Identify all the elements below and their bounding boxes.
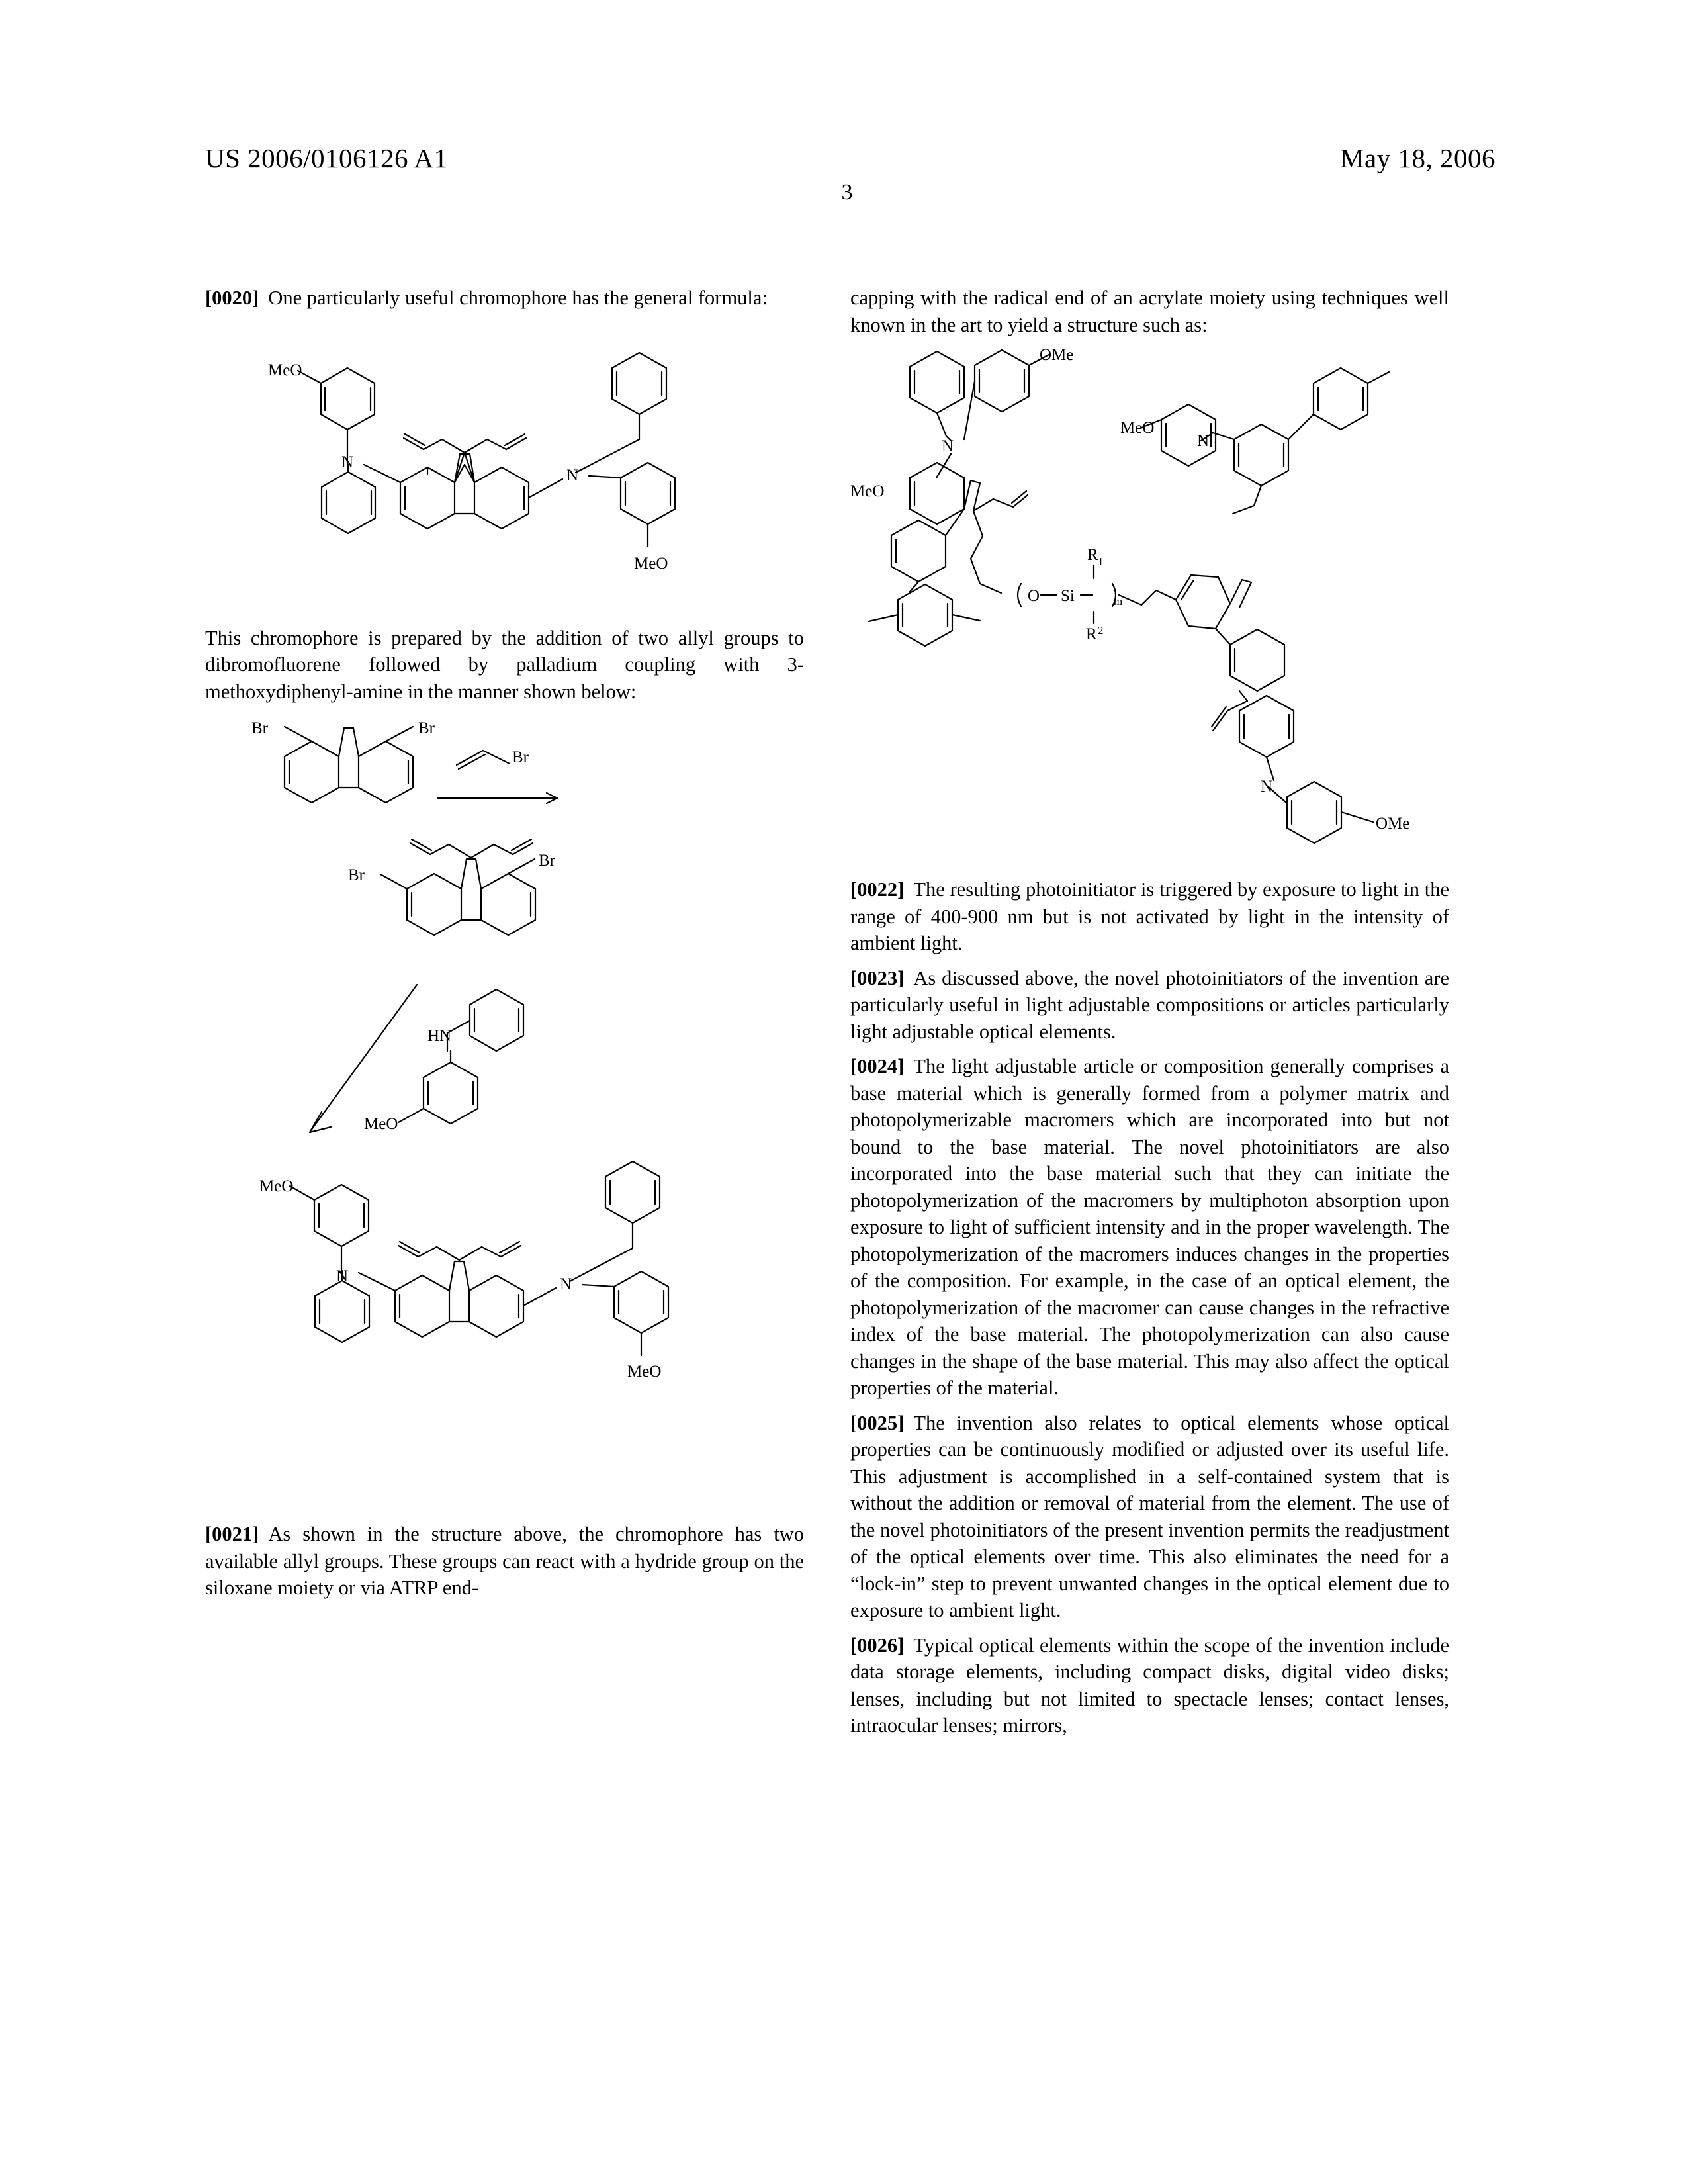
paragraph-0024 <box>850 1053 1449 1402</box>
label-r2-subscript: 2 <box>1098 624 1104 637</box>
chromophore-preparation-caption: This chromophore is prepared by the addition of two allyl groups to dibromofluorene followed by palladium coupling with 3-methoxydiphenyl-amine in the manner shown below: <box>205 626 804 703</box>
paragraph-text: The resulting photoinitiator is triggered by exposure to light in the range of 400-900 nm but is not activated by light in the intensity of ambient light. <box>850 878 1449 954</box>
label-n-3: N <box>1261 778 1273 796</box>
right-column <box>850 285 1449 1741</box>
label-m: m <box>1114 595 1123 608</box>
paragraph-0021 <box>205 1521 804 1602</box>
continuation-text: capping with the radical end of an acrylate moiety using techniques well known in the art to yield a structure such as: <box>850 287 1449 336</box>
left-column <box>205 285 804 1604</box>
page-number: 3 <box>841 180 853 205</box>
label-meo-top-left: MeO <box>268 361 302 379</box>
paragraph-text: One particularly useful chromophore has the general formula: <box>268 287 768 309</box>
label-br-left-2: Br <box>348 866 365 884</box>
label-n-1: N <box>942 437 954 455</box>
label-br-left: Br <box>251 719 268 737</box>
label-n-left: N <box>341 453 354 471</box>
paragraph-number: [0022] <box>850 878 905 901</box>
label-r1-subscript: 1 <box>1098 555 1104 568</box>
figure-chromophore-formula <box>205 314 804 625</box>
label-n-product-right: N <box>560 1275 572 1293</box>
paragraph-text: The invention also relates to optical elements whose optical properties can be continuously modified or adjusted over its useful life. This adjustment is accomplished in a self-contained system that is without the addition or removal of material from the element. The use of the novel photoinitiators of the present invention permits the readjustment of the optical elements over time. This also eliminates the need for a “lock-in” step to prevent unwanted changes in the optical element due to exposure to ambient light. <box>850 1411 1449 1621</box>
paragraph-text: The light adjustable article or composition generally comprises a base material which is generally formed from a polymer matrix and photopolymerizable macromers which are incorporated into but not bound to the base material. The novel photoinitiators are also incorporated into the base material such that they can initiate the photopolymerization of the macromers by multiphoton absorption upon exposure to light of sufficient intensity and in the proper wavelength. The photopolymerization of the macromers induces changes in the properties of the composition. For example, in the case of an optical element, the photopolymerization of the macromer can cause changes in the refractive index of the base material. The photopolymerization can also cause changes in the shape of the base material. This may also affect the optical properties of the material. <box>850 1055 1449 1399</box>
paragraph-number: [0026] <box>850 1633 905 1657</box>
paragraph-number: [0025] <box>850 1411 905 1434</box>
label-r2: R <box>1086 625 1097 643</box>
label-n-right: N <box>566 466 579 484</box>
label-meo-bottom-right: MeO <box>634 554 668 572</box>
label-n-2: N <box>1197 432 1210 450</box>
paragraph-number: [0021] <box>205 1523 259 1545</box>
paragraph-0020 <box>205 285 804 312</box>
label-n-product-left: N <box>336 1267 349 1285</box>
publication-date: May 18, 2006 <box>1340 143 1495 173</box>
label-meo-right: MeO <box>1120 419 1155 437</box>
paragraph-number: [0020] <box>205 287 259 309</box>
label-hn: HN <box>427 1027 452 1045</box>
paragraph-0026 <box>850 1632 1449 1739</box>
patent-number: US 2006/0106126 A1 <box>205 143 448 173</box>
paragraph-0025 <box>850 1410 1449 1624</box>
paragraph-text: As discussed above, the novel photoinitiators of the invention are particularly useful in light adjustable compositions or articles particularly light adjustable optical elements. <box>850 966 1449 1043</box>
label-si: Si <box>1061 587 1075 605</box>
label-allyl-bromide: Br <box>512 749 529 766</box>
label-o: O <box>1028 587 1040 605</box>
paragraph-number: [0023] <box>850 966 905 989</box>
paragraph-0023 <box>850 965 1449 1046</box>
label-br-right: Br <box>418 719 435 737</box>
label-meo-product-left: MeO <box>259 1177 294 1195</box>
paragraph-text: Typical optical elements within the scope of the invention include data storage elements, including compact disks, digital video disks; lenses, including but not limited to spectacle lenses; contact lenses, intraocular lenses; mirrors, <box>850 1633 1449 1737</box>
paragraph-0022 <box>850 876 1449 957</box>
paragraph-number: [0024] <box>850 1055 905 1077</box>
label-meo-left: MeO <box>850 482 885 500</box>
label-ome-bottom: OMe <box>1376 815 1410 833</box>
paragraph-text: As shown in the structure above, the chromophore has two available allyl groups. These groups can react with a hydride group on the siloxane moiety or via ATRP end- <box>205 1523 804 1599</box>
figure-siloxane-structure <box>850 340 1449 876</box>
label-ome-top: OMe <box>1040 346 1074 364</box>
label-meo-amine: MeO <box>364 1115 398 1133</box>
label-br-right-2: Br <box>539 852 555 870</box>
label-r1: R <box>1087 546 1098 564</box>
figure-reaction-scheme <box>205 707 804 1521</box>
label-meo-product-right: MeO <box>627 1363 662 1381</box>
